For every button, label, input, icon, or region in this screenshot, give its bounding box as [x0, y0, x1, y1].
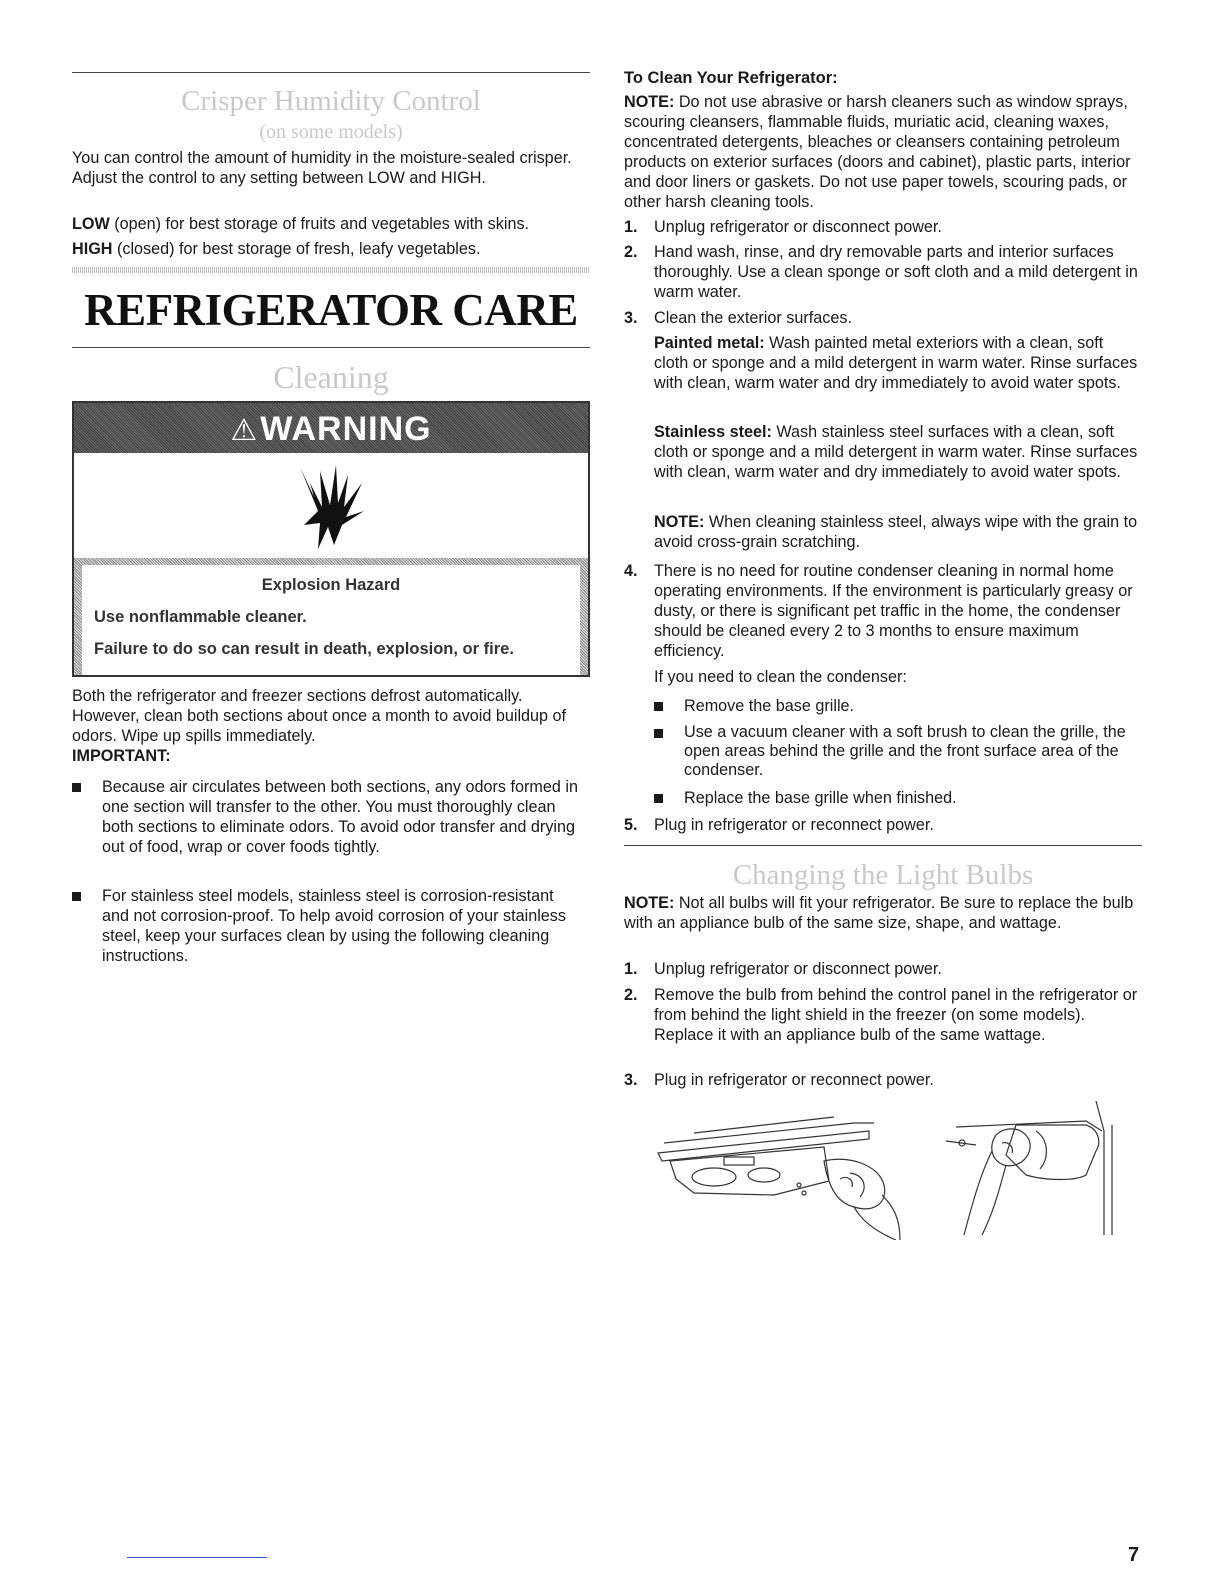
section-divider: [72, 347, 590, 348]
stainless-steel-text: [654, 422, 1138, 482]
note2-text: When cleaning stainless steel, always wipe with the grain to avoid cross-grain scratching.: [654, 513, 1138, 551]
crisper-body: You can control the amount of humidity in the moisture-sealed crisper. Adjust the control to any setting between LOW and HIGH.: [72, 149, 572, 187]
list-item: [654, 788, 1142, 808]
light-shield-illustration: [936, 1095, 1126, 1240]
bullet-text: Because air circulates between both sections, any odors formed in one section will transfer to the other. You must thoroughly clean both sections to eliminate odors. To avoid odor transfer and drying out of food, wrap or cover foods tightly.: [102, 778, 578, 856]
step-1: [624, 217, 1142, 237]
step-text: There is no need for routine condenser cleaning in normal home operating environments. If the environment is particularly greasy or dusty, or there is significant pet traffic in the home, the condenser should be cleaned every 2 to 3 months to ensure maximum efficiency.: [654, 562, 1133, 660]
hatch-divider: [72, 267, 590, 273]
step-text: Remove the bulb from behind the control panel in the refrigerator or from behind the light shield in the freezer (on some models). Replace it with an appliance bulb of the same wattage.: [654, 986, 1138, 1044]
painted-metal-text: [654, 333, 1138, 393]
footer-line: [127, 1557, 267, 1558]
bullet-text: Replace the base grille when finished.: [684, 789, 957, 807]
bulb-step-2: [624, 985, 1142, 1045]
crisper-heading: Crisper Humidity Control: [181, 85, 481, 117]
warning-label: WARNING: [260, 410, 432, 448]
step-number: 4.: [624, 562, 638, 580]
high-text: (closed) for best storage of fresh, leafy vegetables.: [112, 240, 481, 258]
bullet-square-icon: [72, 892, 81, 901]
explosion-icon: [296, 461, 366, 553]
high-label: HIGH: [72, 240, 113, 258]
step-number: 1.: [624, 218, 638, 236]
bullet-square-icon: [654, 729, 663, 738]
list-item: [654, 723, 1142, 780]
note-label: NOTE:: [624, 93, 675, 111]
step-4: [624, 561, 1142, 661]
bulbs-heading: Changing the Light Bulbs: [732, 859, 1034, 891]
to-clean-heading: To Clean Your Refrigerator:: [624, 69, 838, 87]
list-item: [72, 886, 590, 966]
step-number: 2.: [624, 986, 638, 1004]
step-number: 1.: [624, 960, 638, 978]
stainless-note: [654, 512, 1138, 552]
note-text: Do not use abrasive or harsh cleaners such as window sprays, scouring cleansers, flammable fluids, muriatic acid, cleaning waxes, concentrated detergents, bleaches or cleansers containing petroleum products on exterior surfaces (doors and cabinet), plastic parts, interior and door liners or gaskets. Do not use paper towels, scouring pads, or other harsh cleaning tools.: [624, 93, 1131, 211]
step-3: [624, 308, 1142, 328]
light-panel-illustration: [654, 1095, 924, 1240]
low-text: (open) for best storage of fruits and vegetables with skins.: [109, 215, 530, 233]
important-label: IMPORTANT:: [72, 747, 171, 765]
step-text: Clean the exterior surfaces.: [654, 309, 852, 327]
warning-triangle-icon: ⚠: [230, 414, 259, 447]
warning-line-1: Use nonflammable cleaner.: [94, 608, 307, 626]
bullet-text: For stainless steel models, stainless steel is corrosion-resistant and not corrosion-proof. To help avoid corrosion of your stainless steel, keep your surfaces clean by using the following cleaning instructions.: [102, 887, 566, 965]
bullet-text: Use a vacuum cleaner with a soft brush to clean the grille, the open areas behind the grille and the front surface area of the condenser.: [684, 723, 1126, 779]
warning-box: [72, 401, 590, 677]
bulbs-note: [624, 893, 1138, 933]
step-2: [624, 242, 1142, 302]
step-number: 5.: [624, 816, 638, 834]
to-clean-note: [624, 92, 1138, 212]
step-number: 3.: [624, 1071, 638, 1089]
step-text: Plug in refrigerator or reconnect power.: [654, 816, 934, 834]
stainless-body: Wash stainless steel surfaces with a clean, soft cloth or sponge and a mild detergent in warm water. Rinse surfaces with clean, warm water and dry immediately to avoid water spots.: [654, 423, 1138, 481]
condenser-intro: If you need to clean the condenser:: [654, 668, 907, 686]
list-item: [654, 696, 1142, 716]
bulb-step-3: [624, 1070, 1142, 1090]
note2-label: NOTE:: [654, 513, 705, 531]
cleaning-intro: Both the refrigerator and freezer sections defrost automatically. However, clean both sections about once a month to avoid buildup of odors. Wipe up spills immediately.: [72, 687, 567, 745]
section-divider: [624, 845, 1142, 846]
warning-separator: [74, 558, 588, 565]
low-label: LOW: [72, 215, 110, 233]
painted-label: Painted metal:: [654, 334, 765, 352]
bullet-square-icon: [654, 702, 663, 711]
bulbs-note-label: NOTE:: [624, 894, 675, 912]
step-text: Unplug refrigerator or disconnect power.: [654, 218, 942, 236]
warning-hazard: Explosion Hazard: [261, 576, 401, 594]
step-text: Plug in refrigerator or reconnect power.: [654, 1071, 934, 1089]
step-text: Hand wash, rinse, and dry removable parts and interior surfaces thoroughly. Use a clean sponge or soft cloth and a mild detergent in warm water.: [654, 243, 1138, 301]
crisper-subheading: (on some models): [259, 121, 403, 143]
page-number: 7: [1128, 1544, 1140, 1566]
warning-line-2: Failure to do so can result in death, explosion, or fire.: [94, 640, 514, 658]
bullet-text: Remove the base grille.: [684, 697, 855, 715]
bullet-square-icon: [654, 794, 663, 803]
bulb-step-1: [624, 959, 1142, 979]
step-5: [624, 815, 1142, 835]
bulbs-note-text: Not all bulbs will fit your refrigerator. Be sure to replace the bulb with an appliance bulb of the same size, shape, and wattage.: [624, 894, 1134, 932]
crisper-high: [72, 239, 590, 259]
warning-banner: [74, 403, 588, 453]
step-number: 3.: [624, 309, 638, 327]
stainless-label: Stainless steel:: [654, 423, 772, 441]
crisper-low: [72, 214, 590, 234]
list-item: [72, 777, 590, 857]
section-divider: [72, 72, 590, 73]
page-title: REFRIGERATOR CARE: [84, 285, 578, 335]
painted-body: Wash painted metal exteriors with a clean, soft cloth or sponge and a mild detergent in warm water. Rinse surfaces with clean, warm water and dry immediately to avoid water spots.: [654, 334, 1138, 392]
step-text: Unplug refrigerator or disconnect power.: [654, 960, 942, 978]
step-number: 2.: [624, 243, 638, 261]
warning-icon-area: [74, 453, 588, 560]
cleaning-heading: Cleaning: [273, 359, 389, 395]
bullet-square-icon: [72, 783, 81, 792]
